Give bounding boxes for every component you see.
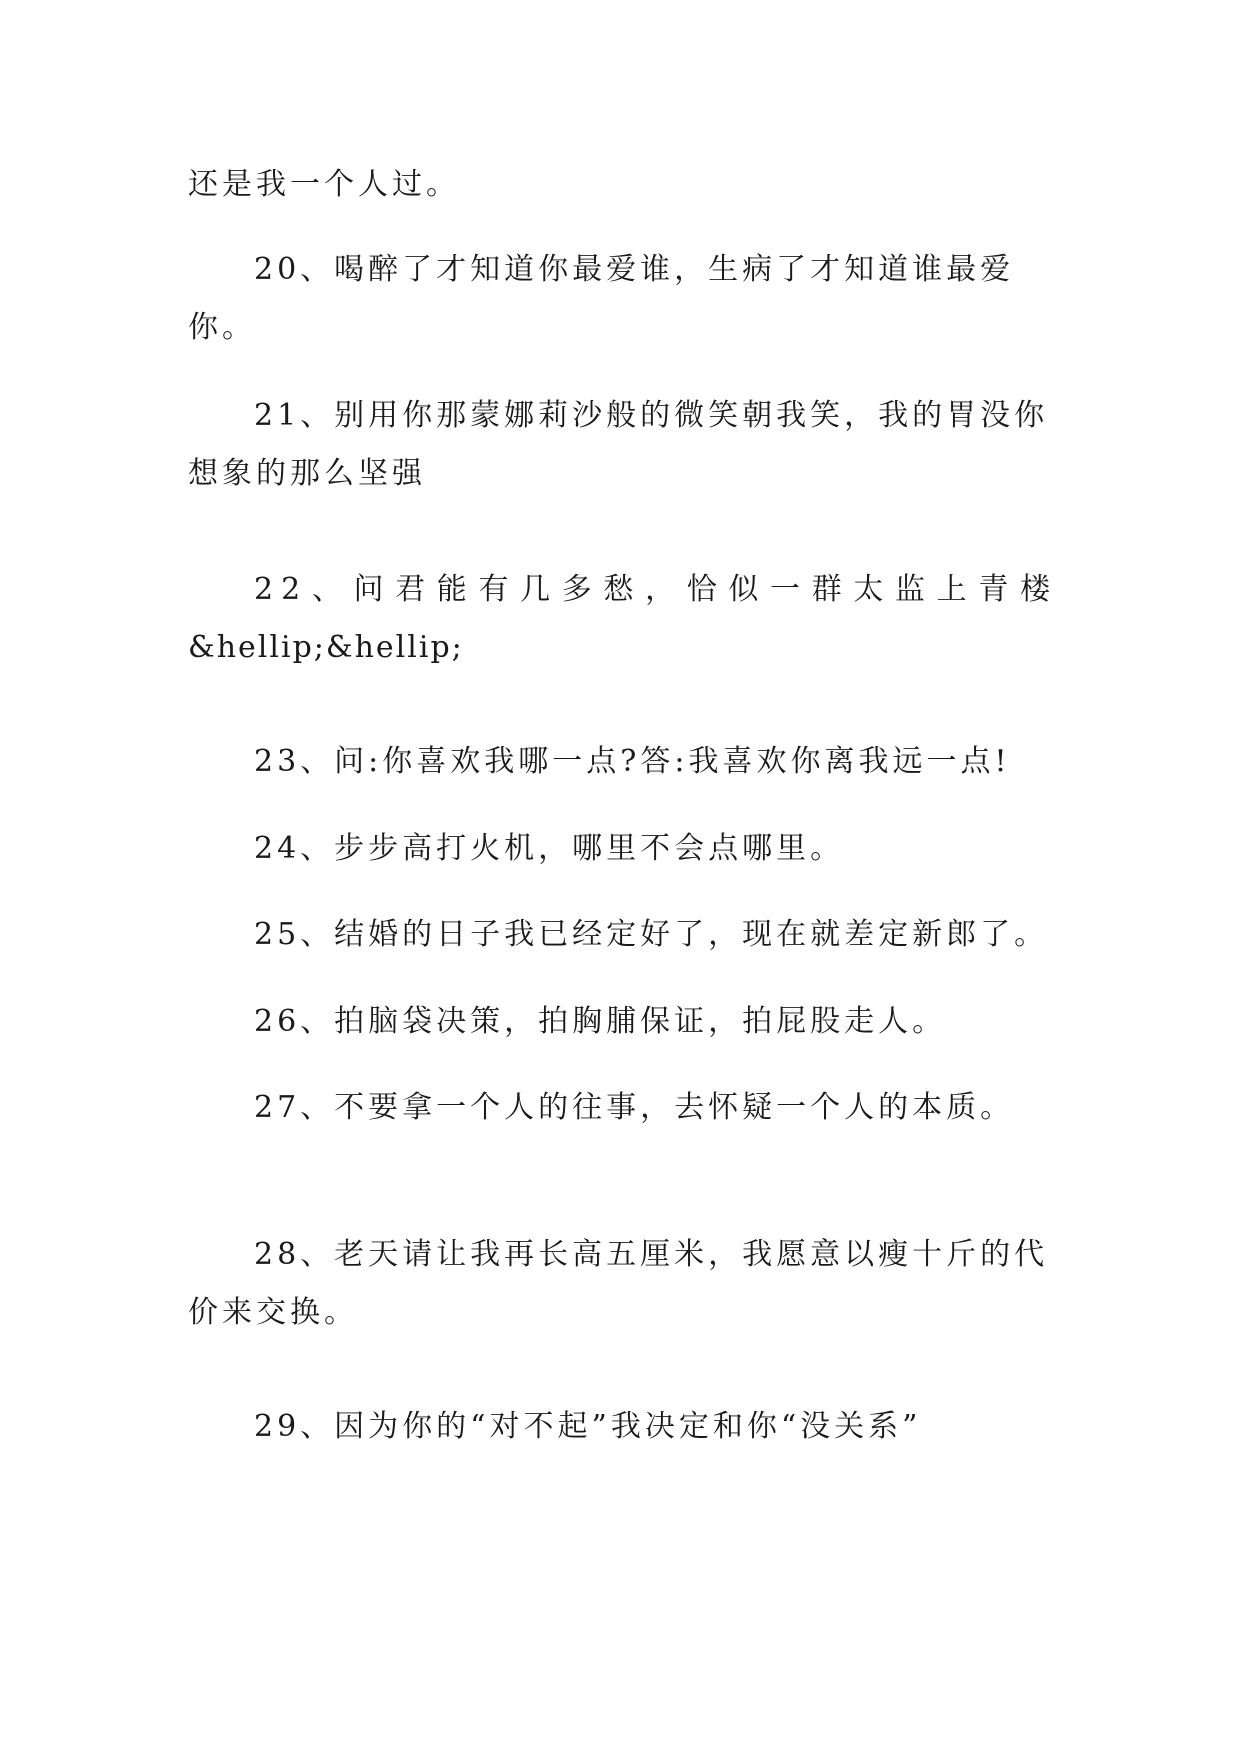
- paragraph-23: 23、问:你喜欢我哪一点?答:我喜欢你离我远一点!: [254, 744, 1011, 779]
- paragraph-22-line1: 22、问君能有几多愁，恰似一群太监上青楼: [254, 572, 1058, 607]
- paragraph-25: 25、结婚的日子我已经定好了，现在就差定新郎了。: [254, 917, 1049, 952]
- paragraph-22: [188, 561, 1058, 677]
- paragraph-continuation: 还是我一个人过。: [188, 167, 460, 202]
- paragraph-29: 29、因为你的“对不起”我决定和你“没关系”: [254, 1409, 922, 1444]
- paragraph-21: 21、别用你那蒙娜莉沙般的微笑朝我笑，我的胃没你想象的那么坚强: [188, 398, 1049, 491]
- paragraph-20: 20、喝醉了才知道你最爱谁，生病了才知道谁最爱你。: [188, 252, 1015, 345]
- paragraph-24: 24、步步高打火机，哪里不会点哪里。: [254, 831, 845, 866]
- paragraph-27: 27、不要拿一个人的往事，去怀疑一个人的本质。: [254, 1090, 1015, 1125]
- paragraph-28: 28、老天请让我再长高五厘米，我愿意以瘦十斤的代价来交换。: [188, 1237, 1049, 1330]
- paragraph-26: 26、拍脑袋决策，拍胸脯保证，拍屁股走人。: [254, 1004, 947, 1039]
- paragraph-22-line2: &hellip;&hellip;: [188, 630, 464, 665]
